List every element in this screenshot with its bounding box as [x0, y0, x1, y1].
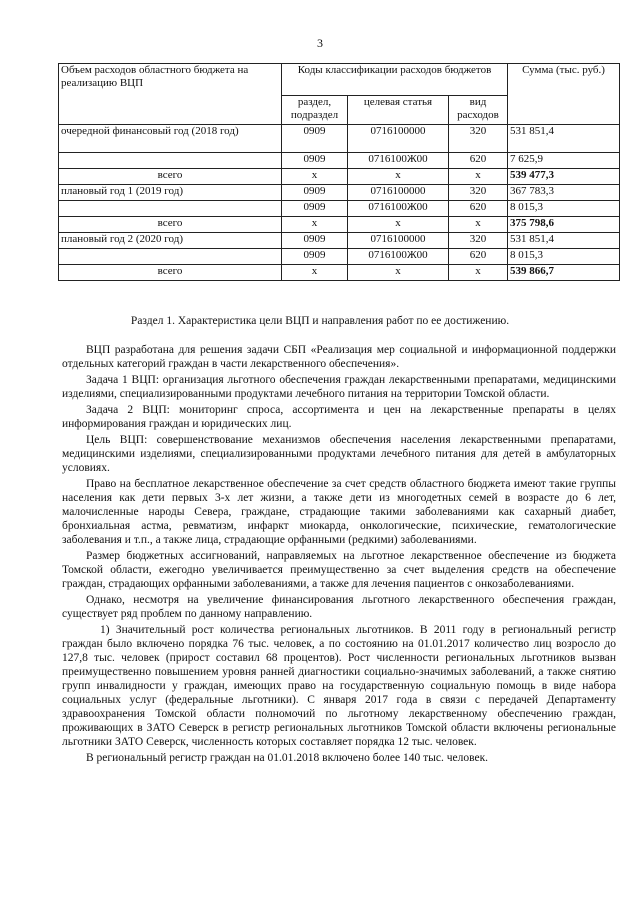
row-sum: 531 851,4 — [508, 125, 620, 153]
row-type-code: 620 — [449, 153, 508, 169]
row-label — [59, 249, 282, 265]
row-target-code: х — [348, 265, 449, 281]
row-target-code: 0716100000 — [348, 233, 449, 249]
header-expenditure-volume: Объем расходов областного бюджета на реализацию ВЦП — [59, 64, 282, 125]
row-sum: 539 477,3 — [508, 169, 620, 185]
row-label: всего — [59, 217, 282, 233]
row-section-code: 0909 — [282, 233, 348, 249]
table-row — [59, 169, 620, 185]
row-section-code: 0909 — [282, 249, 348, 265]
section-title: Раздел 1. Характеристика цели ВЦП и направления работ по ее достижению. — [130, 315, 510, 327]
row-target-code: 0716100000 — [348, 185, 449, 201]
row-section-code: 0909 — [282, 185, 348, 201]
page-number: 3 — [317, 36, 323, 50]
row-sum: 531 851,4 — [508, 233, 620, 249]
paragraph: Однако, несмотря на увеличение финансирования льготного лекарственного обеспечения граждан, существует ряд проблем по данному направлению. — [62, 594, 616, 620]
row-sum: 8 015,3 — [508, 249, 620, 265]
row-target-code: 0716100Ж00 — [348, 153, 449, 169]
row-sum: 8 015,3 — [508, 201, 620, 217]
table-row — [59, 125, 620, 153]
row-target-code: х — [348, 169, 449, 185]
header-sum: Сумма (тыс. руб.) — [508, 64, 620, 125]
row-type-code: 620 — [449, 201, 508, 217]
row-section-code: 0909 — [282, 201, 348, 217]
row-section-code: х — [282, 265, 348, 281]
paragraph: ВЦП разработана для решения задачи СБП «Реализация мер социальной и информационной поддержки отдельных категорий граждан в части лекарственного обеспечения». — [62, 344, 616, 370]
row-label: плановый год 2 (2020 год) — [59, 233, 282, 249]
table-row — [59, 185, 620, 201]
row-section-code: 0909 — [282, 153, 348, 169]
row-target-code: 0716100Ж00 — [348, 201, 449, 217]
table-row — [59, 265, 620, 281]
row-section-code: х — [282, 169, 348, 185]
row-type-code: 620 — [449, 249, 508, 265]
table-row — [59, 249, 620, 265]
header-classification-codes: Коды классификации расходов бюджетов — [282, 64, 508, 96]
row-label: всего — [59, 265, 282, 281]
row-sum: 539 866,7 — [508, 265, 620, 281]
paragraph: В региональный регистр граждан на 01.01.2018 включено более 140 тыс. человек. — [86, 752, 489, 764]
table-row — [59, 217, 620, 233]
row-sum: 375 798,6 — [508, 217, 620, 233]
row-target-code: 0716100000 — [348, 125, 449, 153]
row-target-code: х — [348, 217, 449, 233]
table-row — [59, 201, 620, 217]
row-label: очередной финансовый год (2018 год) — [59, 125, 282, 153]
row-label: всего — [59, 169, 282, 185]
row-type-code: х — [449, 169, 508, 185]
body-text — [62, 343, 616, 767]
budget-table — [58, 63, 620, 281]
row-type-code: х — [449, 217, 508, 233]
row-sum: 7 625,9 — [508, 153, 620, 169]
table-row — [59, 153, 620, 169]
row-label — [59, 153, 282, 169]
row-section-code: 0909 — [282, 125, 348, 153]
row-type-code: 320 — [449, 125, 508, 153]
table-header-row — [59, 64, 620, 96]
row-section-code: х — [282, 217, 348, 233]
paragraph: 1) Значительный рост количества региональных льготников. В 2011 году в региональный регистр граждан было включено порядка 76 тыс. человек, а по состоянию на 01.01.2017 количество лиц возросло до 127,8 тыс. человек (прирост составил 68 процентов). Рост численности региональных льготников вызван преимущественно повышением уровня ранней диагностики социально-значимых заболеваний, а также снятию групп инвалидности у граждан, имеющих право на государственную социальную помощь в виде набора социальных услуг (федеральные льготники). С января 2017 года в связи с передачей Департаменту здравоохранения Томской области полномочий по льготному лекарственному обеспечению граждан, проживающих в ЗАТО Северск в регистр региональных льготников Томской области включены региональные льготники ЗАТО Северск, численность которых составляет порядка 12 тыс. человек. — [62, 624, 616, 748]
row-sum: 367 783,3 — [508, 185, 620, 201]
paragraph: Задача 2 ВЦП: мониторинг спроса, ассортимента и цен на лекарственные препараты в целях информирования граждан и юридических лиц. — [62, 404, 616, 430]
row-type-code: 320 — [449, 233, 508, 249]
row-type-code: х — [449, 265, 508, 281]
subheader-expense-type: вид расходов — [449, 96, 508, 125]
subheader-section: раздел, подраздел — [282, 96, 348, 125]
row-type-code: 320 — [449, 185, 508, 201]
paragraph: Цель ВЦП: совершенствование механизмов обеспечения населения лекарственными препаратами, медицинскими изделиями, специализированными продуктами лечебного питания для детей в амбулаторных условиях. — [62, 434, 616, 474]
paragraph: Размер бюджетных ассигнований, направляемых на льготное лекарственное обеспечение из бюджета Томской области, ежегодно увеличивается преимущественно за счет выделения средств на обеспечение граждан, страдающих орфанными заболеваниями, а также для лечения пациентов с онкозаболеваниями. — [62, 550, 616, 590]
paragraph: Право на бесплатное лекарственное обеспечение за счет средств областного бюджета имеют такие группы населения как дети первых 3-х лет жизни, а также дети из многодетных семей в возрасте до 6 лет, малочисленные народы Севера, граждане, страдающие такими заболеваниями как сахарный диабет, бронхиальная астма, ревматизм, инфаркт миокарда, онкологические, психические, гематологические заболевания и т.п., а также лица, страдающие орфанными (редкими) заболеваниями. — [62, 478, 616, 546]
paragraph: Задача 1 ВЦП: организация льготного обеспечения граждан лекарственными препаратами, медицинскими изделиями, специализированными продуктами лечебного питания на территории Томской области. — [62, 374, 616, 400]
row-target-code: 0716100Ж00 — [348, 249, 449, 265]
table-row — [59, 233, 620, 249]
row-label: плановый год 1 (2019 год) — [59, 185, 282, 201]
row-label — [59, 201, 282, 217]
subheader-target-article: целевая статья — [348, 96, 449, 125]
